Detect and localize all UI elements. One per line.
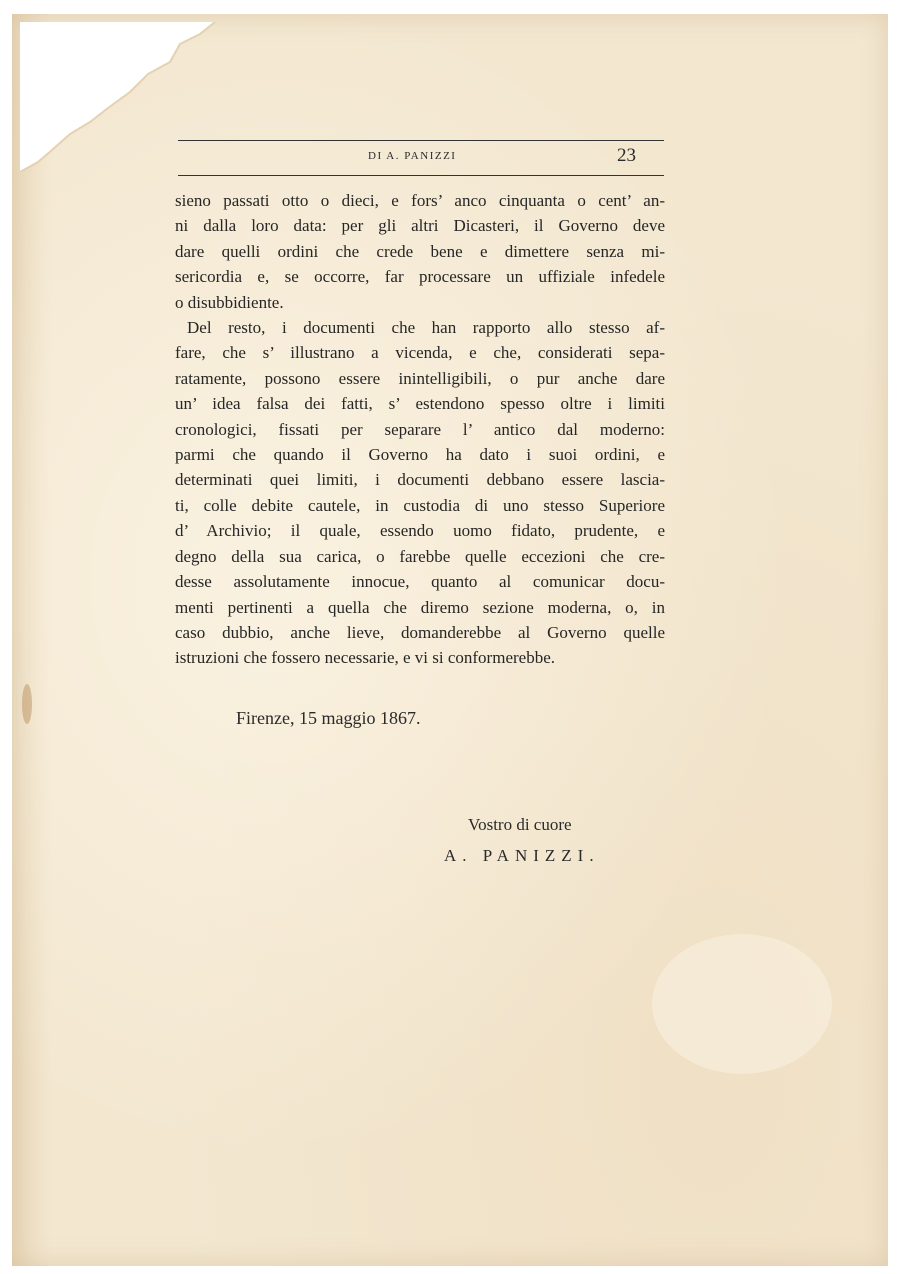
closing-salutation: Vostro di cuore (468, 815, 572, 834)
text-line: d’ Archivio; il quale, essendo uomo fidato, prudente, e (175, 521, 665, 541)
text-line: menti pertinenti a quella che diremo sezione moderna, o, in (175, 597, 665, 617)
paper-sheet (12, 14, 888, 1266)
text-line: dare quelli ordini che crede bene e dimettere senza mi- (175, 241, 665, 261)
text-line: sericordia e, se occorre, far processare un uffiziale infedele (175, 267, 665, 287)
text-line: sieno passati otto o dieci, e fors’ anco cinquanta o cent’ an- (175, 191, 665, 210)
text-line: cronologici, fissati per separare l’ antico dal moderno: (175, 419, 665, 439)
text-line: ni dalla loro data: per gli altri Dicasteri, il Governo deve (175, 216, 665, 236)
text-line: parmi che quando il Governo ha dato i suoi ordini, e (175, 445, 665, 465)
running-head: DI A. PANIZZI (368, 150, 457, 162)
text-line: fare, che s’ illustrano a vicenda, e che, considerati sepa- (175, 343, 665, 363)
text-line: istruzioni che fossero necessarie, e vi si conformerebbe. (175, 648, 555, 668)
text-line: determinati quei limiti, i documenti debbano essere lascia- (175, 470, 665, 490)
text-line: o disubbidiente. (175, 292, 284, 312)
text-line: caso dubbio, anche lieve, domanderebbe al Governo quelle (175, 622, 665, 642)
text-line: ratamente, possono essere inintelligibili, o pur anche dare (175, 368, 665, 388)
text-line: desse assolutamente innocue, quanto al comunicar docu- (175, 572, 665, 592)
dateline: Firenze, 15 maggio 1867. (236, 708, 421, 728)
page-header (178, 140, 664, 176)
text-line: un’ idea falsa dei fatti, s’ estendono spesso oltre i limiti (175, 394, 665, 414)
text-line: ti, colle debite cautele, in custodia di uno stesso Superiore (175, 495, 665, 515)
paper-stain (22, 684, 32, 724)
body-text (175, 188, 665, 671)
text-line: degno della sua carica, o farebbe quelle eccezioni che cre- (175, 546, 665, 566)
text-line: Del resto, i documenti che han rapporto allo stesso af- (187, 318, 665, 338)
page-number: 23 (617, 145, 636, 166)
paper-stain (652, 934, 832, 1074)
signature: A. PANIZZI. (444, 846, 600, 865)
